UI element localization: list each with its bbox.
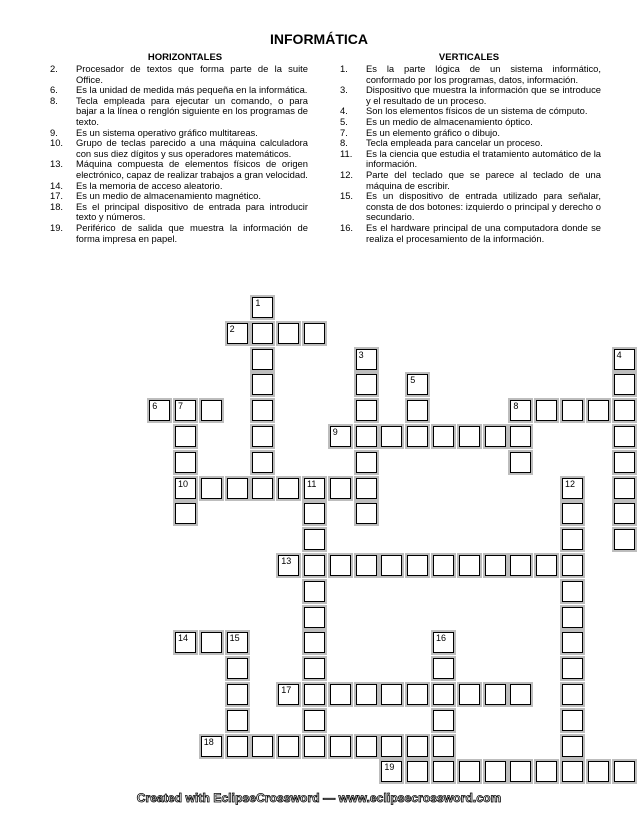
- crossword-cell[interactable]: [252, 452, 273, 473]
- vertical-heading: VERTICALES: [438, 52, 500, 63]
- crossword-cell[interactable]: [304, 555, 325, 576]
- clue-text: Es el principal dispositivo de entrada para introducir texto y números.: [76, 200, 308, 223]
- crossword-cell[interactable]: [536, 555, 557, 576]
- cell-number: 16: [436, 633, 447, 644]
- clue-text: Máquina compuesta de elementos físicos de origen electrónico, capaz de realizar trabajos a gran velocidad.: [76, 158, 308, 180]
- cell-number: 10: [178, 478, 189, 489]
- clue-number: 19.: [50, 221, 64, 233]
- crossword-cell[interactable]: [485, 555, 506, 576]
- clue-number: 8.: [50, 94, 58, 106]
- crossword-cell[interactable]: [356, 478, 377, 499]
- crossword-cell[interactable]: [562, 658, 583, 679]
- clue-text: Parte del teclado que se parece al teclado de una máquina de escribir.: [366, 168, 601, 191]
- cell-number: 7: [178, 401, 184, 412]
- crossword-cell[interactable]: [459, 426, 480, 447]
- crossword-cell[interactable]: [175, 632, 196, 653]
- crossword-cell[interactable]: [614, 529, 635, 550]
- clue-number: 13.: [50, 158, 64, 170]
- crossword-cell[interactable]: [304, 323, 325, 344]
- clue-item: [50, 138, 308, 159]
- crossword-cell[interactable]: [614, 349, 635, 370]
- clue-item: [340, 64, 601, 85]
- crossword-cell[interactable]: [330, 736, 351, 757]
- clue-text: Es un elemento gráfico o dibujo.: [366, 126, 500, 138]
- crossword-cell[interactable]: [278, 478, 299, 499]
- crossword-cell[interactable]: [433, 710, 454, 731]
- crossword-cell[interactable]: [304, 529, 325, 550]
- crossword-cell[interactable]: [536, 761, 557, 782]
- crossword-cell[interactable]: [459, 555, 480, 576]
- page-title: INFORMÁTICA: [270, 31, 368, 47]
- clue-number: 9.: [50, 126, 58, 138]
- crossword-cell[interactable]: [485, 426, 506, 447]
- crossword-cell[interactable]: [356, 374, 377, 395]
- crossword-cell[interactable]: [227, 710, 248, 731]
- cell-number: 1: [255, 298, 261, 308]
- clue-text: Grupo de teclas parecido a una máquina calculadora con sus diez dígitos y sus operadores matemáticos.: [76, 137, 308, 159]
- crossword-cell[interactable]: [562, 710, 583, 731]
- clue-text: Es la parte lógica de un sistema informático, conformado por los programas, datos, información.: [366, 63, 601, 85]
- clue-item: [340, 191, 601, 223]
- crossword-cell[interactable]: [252, 736, 273, 757]
- clue-item: [50, 96, 308, 128]
- clue-number: 17.: [50, 190, 64, 202]
- crossword-cell[interactable]: [330, 426, 351, 447]
- clue-item: [50, 64, 308, 85]
- crossword-cell[interactable]: [407, 684, 428, 705]
- crossword-cell[interactable]: [614, 374, 635, 395]
- crossword-cell[interactable]: [252, 323, 273, 344]
- crossword-cell[interactable]: [201, 632, 222, 653]
- crossword-cell[interactable]: [356, 426, 377, 447]
- crossword-cell[interactable]: [381, 684, 402, 705]
- crossword-cell[interactable]: [614, 503, 635, 524]
- cell-number: 6: [152, 401, 158, 412]
- cell-number: 3: [358, 349, 364, 360]
- crossword-cell[interactable]: [510, 400, 531, 421]
- crossword-cell[interactable]: [459, 684, 480, 705]
- crossword-cell[interactable]: [304, 658, 325, 679]
- clue-text: Dispositivo que muestra la información que se introduce y el resultado de un proceso.: [366, 84, 601, 106]
- crossword-cell[interactable]: [588, 761, 609, 782]
- crossword-cell[interactable]: [562, 400, 583, 421]
- crossword-cell[interactable]: [562, 684, 583, 705]
- clue-number: 15.: [340, 190, 354, 202]
- crossword-cell[interactable]: [356, 736, 377, 757]
- clue-number: 4.: [340, 105, 348, 117]
- crossword-cell[interactable]: [175, 452, 196, 473]
- clue-item: [340, 85, 601, 106]
- clue-text: Es un sistema operativo gráfico multitareas.: [76, 126, 258, 138]
- crossword-cell[interactable]: [562, 632, 583, 653]
- crossword-cell[interactable]: [562, 581, 583, 602]
- crossword-cell[interactable]: [304, 581, 325, 602]
- clue-text: Es un medio de almacenamiento magnético.: [76, 190, 262, 202]
- cell-number: 13: [281, 556, 292, 566]
- crossword-cell[interactable]: [536, 400, 557, 421]
- cell-number: 5: [410, 375, 416, 386]
- clue-item: [50, 202, 308, 223]
- clue-item: [340, 117, 601, 128]
- clue-item: [340, 223, 601, 244]
- crossword-cell[interactable]: [175, 503, 196, 524]
- crossword-cell[interactable]: [562, 607, 583, 628]
- clue-item: [340, 170, 601, 191]
- crossword-cell[interactable]: [278, 736, 299, 757]
- crossword-cell[interactable]: [562, 478, 583, 499]
- crossword-cell[interactable]: [330, 555, 351, 576]
- crossword-cell[interactable]: [149, 400, 170, 421]
- clue-text: Son los elementos físicos de un sistema de cómputo.: [366, 105, 588, 117]
- crossword-cell[interactable]: [562, 736, 583, 757]
- crossword-cell[interactable]: [510, 684, 531, 705]
- crossword-cell[interactable]: [562, 555, 583, 576]
- crossword-cell[interactable]: [407, 374, 428, 395]
- crossword-cell[interactable]: [407, 736, 428, 757]
- clue-number: 16.: [340, 221, 354, 233]
- crossword-cell[interactable]: [588, 400, 609, 421]
- crossword-cell[interactable]: [433, 761, 454, 782]
- cell-number: 4: [616, 349, 622, 360]
- clue-item: [340, 149, 601, 170]
- crossword-cell[interactable]: [201, 478, 222, 499]
- crossword-cell[interactable]: [356, 555, 377, 576]
- cell-number: 9: [332, 427, 338, 437]
- crossword-cell[interactable]: [201, 400, 222, 421]
- clue-text: Periférico de salida que muestra la información de forma impresa en papel.: [76, 221, 308, 244]
- crossword-cell[interactable]: [252, 374, 273, 395]
- crossword-cell[interactable]: [433, 684, 454, 705]
- crossword-cell[interactable]: [304, 710, 325, 731]
- crossword-cell[interactable]: [614, 478, 635, 499]
- horizontal-heading: HORIZONTALES: [147, 52, 223, 63]
- clue-text: Es el hardware principal de una computadora donde se realiza el procesamiento de la información.: [366, 221, 601, 244]
- crossword-cell[interactable]: [252, 400, 273, 421]
- clue-number: 14.: [50, 179, 64, 191]
- clue-number: 8.: [340, 137, 348, 149]
- cell-number: 19: [384, 762, 395, 773]
- clue-number: 2.: [50, 63, 58, 74]
- crossword-cell[interactable]: [356, 684, 377, 705]
- footer-credit: Created with EclipseCrossword — www.eclipsecrossword.com: [136, 791, 502, 805]
- crossword-cell[interactable]: [227, 632, 248, 653]
- clue-text: Es un medio de almacenamiento óptico.: [366, 115, 533, 127]
- crossword-cell[interactable]: [433, 736, 454, 757]
- clue-number: 18.: [50, 200, 64, 212]
- crossword-cell[interactable]: [304, 607, 325, 628]
- cell-number: 14: [178, 633, 189, 644]
- crossword-cell[interactable]: [614, 761, 635, 782]
- cell-number: 15: [229, 633, 240, 644]
- crossword-cell[interactable]: [433, 632, 454, 653]
- crossword-cell[interactable]: [510, 761, 531, 782]
- clue-text: Procesador de textos que forma parte de la suite Office.: [76, 63, 308, 85]
- crossword-cell[interactable]: [252, 426, 273, 447]
- crossword-cell[interactable]: [278, 323, 299, 344]
- crossword-cell[interactable]: [407, 400, 428, 421]
- crossword-cell[interactable]: [227, 736, 248, 757]
- crossword-cell[interactable]: [381, 555, 402, 576]
- cell-number: 2: [229, 323, 235, 334]
- clue-number: 6.: [50, 84, 58, 96]
- crossword-cell[interactable]: [614, 452, 635, 473]
- crossword-cell[interactable]: [175, 426, 196, 447]
- clue-number: 10.: [50, 137, 64, 149]
- vertical-clue-list: [340, 64, 601, 244]
- clue-item: [50, 159, 308, 180]
- crossword-cell[interactable]: [304, 478, 325, 499]
- clue-text: Tecla empleada para ejecutar un comando, o para bajar a la línea o renglón siguiente en los programas de texto.: [76, 94, 308, 127]
- clue-text: Es la unidad de medida más pequeña en la informática.: [76, 84, 308, 96]
- crossword-cell[interactable]: [175, 400, 196, 421]
- clue-text: Tecla empleada para cancelar un proceso.: [366, 137, 543, 149]
- crossword-cell[interactable]: [510, 452, 531, 473]
- crossword-cell[interactable]: [330, 684, 351, 705]
- cell-number: 18: [203, 736, 214, 747]
- crossword-cell[interactable]: [562, 761, 583, 782]
- crossword-cell[interactable]: [485, 761, 506, 782]
- crossword-cell[interactable]: [614, 400, 635, 421]
- crossword-cell[interactable]: [304, 632, 325, 653]
- crossword-cell[interactable]: [381, 761, 402, 782]
- cell-number: 12: [565, 478, 576, 489]
- crossword-cell[interactable]: [381, 736, 402, 757]
- crossword-cell[interactable]: [433, 658, 454, 679]
- crossword-cell[interactable]: [252, 478, 273, 499]
- horizontal-clue-list: [50, 64, 308, 244]
- crossword-cell[interactable]: [485, 684, 506, 705]
- crossword-cell[interactable]: [562, 503, 583, 524]
- crossword-cell[interactable]: [201, 736, 222, 757]
- crossword-cell[interactable]: [510, 426, 531, 447]
- clue-item: [50, 223, 308, 244]
- crossword-cell[interactable]: [407, 426, 428, 447]
- crossword-cell[interactable]: [227, 478, 248, 499]
- crossword-cell[interactable]: [252, 349, 273, 370]
- crossword-cell[interactable]: [614, 426, 635, 447]
- crossword-cell[interactable]: [356, 349, 377, 370]
- crossword-cell[interactable]: [330, 478, 351, 499]
- clue-number: 5.: [340, 115, 348, 127]
- crossword-cell[interactable]: [433, 555, 454, 576]
- crossword-cell[interactable]: [227, 658, 248, 679]
- crossword-cell[interactable]: [510, 555, 531, 576]
- clue-number: 3.: [340, 84, 348, 96]
- clue-text: Es la memoria de acceso aleatorio.: [76, 179, 223, 191]
- crossword-cell[interactable]: [278, 684, 299, 705]
- cell-number: 17: [281, 685, 292, 695]
- cell-number: 11: [307, 478, 317, 489]
- crossword-cell[interactable]: [304, 736, 325, 757]
- clue-number: 7.: [340, 126, 348, 138]
- crossword-cell[interactable]: [304, 684, 325, 705]
- clue-number: 11.: [340, 147, 353, 159]
- clue-text: Es la ciencia que estudia el tratamiento automático de la información.: [366, 147, 601, 170]
- cell-number: 8: [513, 401, 519, 412]
- crossword-cell[interactable]: [304, 503, 325, 524]
- crossword-cell[interactable]: [459, 761, 480, 782]
- crossword-cell[interactable]: [562, 529, 583, 550]
- crossword-cell[interactable]: [433, 426, 454, 447]
- crossword-cell[interactable]: [356, 400, 377, 421]
- crossword-cell[interactable]: [227, 323, 248, 344]
- crossword-cell[interactable]: [175, 478, 196, 499]
- crossword-cell[interactable]: [356, 503, 377, 524]
- crossword-cell[interactable]: [356, 452, 377, 473]
- crossword-cell[interactable]: [407, 555, 428, 576]
- clue-number: 1.: [340, 63, 348, 74]
- clue-number: 12.: [340, 168, 354, 180]
- crossword-cell[interactable]: [381, 426, 402, 447]
- crossword-cell[interactable]: [278, 555, 299, 576]
- crossword-cell[interactable]: [227, 684, 248, 705]
- crossword-cell[interactable]: [407, 761, 428, 782]
- crossword-cell[interactable]: [252, 297, 273, 318]
- clue-text: Es un dispositivo de entrada utilizado para señalar, consta de dos botones: izquierdo o principal y derecho o secundario.: [366, 190, 601, 223]
